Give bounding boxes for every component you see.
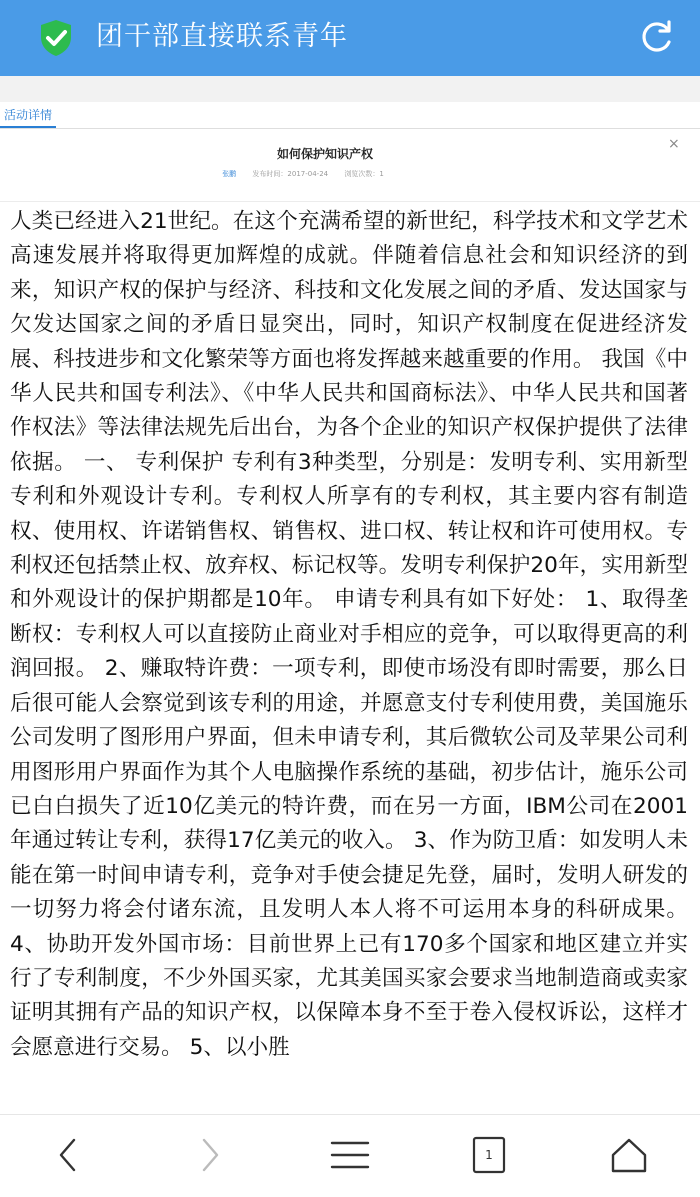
menu-button[interactable] [328,1133,372,1177]
home-button[interactable] [607,1133,651,1177]
tab-count: 1 [485,1148,493,1162]
article-body: 人类已经进入21世纪。在这个充满希望的新世纪，科学技术和文学艺术高速发展并将取得更加辉煌的成就。伴随着信息社会和知识经济的到来，知识产权的保护与经济、科技和文化发展之间的矛盾、发达国家与欠发达国家之间的矛盾日显突出，同时，知识产权制度在促进经济发展、科技进步和文化繁荣等方面也将发挥越来越重要的作用。 我国《中华人民共和国专利法》、《中华人民共和国商标法》、中华人民共和国著作权法》等法律法规先后出台，为各个企业的知识产权保护提供了法律依据。 一、 专利保护 专利有3种类型，分别是：发明专利、实用新型专利和外观设计专利。专利权人所享有的专利权，其主要内容有制造权、使用权、许诺销售权、销售权、进口权、转让权和许可使用权。专利权还包括禁止权、放弃权、标记权等。发明专利保护20年，实用新型和外观设计的保护期都是10年。 申请专利具有如下好处： 1、取得垄断权：专利权人可以直接防止商业对手相应的竞争，可以取得更高的利润回报。 2、赚取特许费：一项专利，即使市场没有即时需要，那么日后很可能人会察觉到该专利的用途，并愿意支付专利使用费，美国施乐公司发明了图形用户界面，但未申请专利，其后微软公司及苹果公司利用图形用户界面作为其个人电脑操作系统的基础，初步估计，施乐公司已白白损失了近10亿美元的特许费，而在另一方面，IBM公司在2001年通过转让专利，获得17亿美元的收入。 3、作为防卫盾：如发明人未能在第一时间申请专利，竞争对手使会捷足先登，届时，发明人研发的一切努力将会付诸东流，且发明人本人将不可运用本身的科研成果。 4、协助开发外国市场：目前世界上已有170多个国家和地区建立并实行了专利制度，不少外国买家，尤其美国买家会要求当地制造商或卖家证明其拥有产品的知识产权，以保障本身不至于卷入侵权诉讼，这样才会愿意进行交易。 5、以小胜 [10,209,688,1060]
app-title: 团干部直接联系青年 [96,21,348,52]
tabs-button[interactable] [467,1133,511,1177]
bottom-nav [0,1114,700,1197]
shield-check-icon [38,18,74,58]
forward-button[interactable] [188,1133,232,1177]
article-publish-time: 发布时间：2017-04-24 [252,170,329,178]
article-source[interactable]: 张鹏 [222,170,237,178]
article-body-container[interactable] [0,205,700,1113]
chevron-right-icon [198,1137,222,1173]
article-title: 如何保护知识产权 [276,147,373,161]
tab-activity-details[interactable]: 活动详情 [0,102,56,128]
close-icon[interactable]: × [668,136,680,152]
article-meta [0,169,620,179]
menu-icon [330,1139,370,1171]
home-icon [609,1135,649,1175]
back-button[interactable] [46,1133,90,1177]
tab-bar [0,102,700,129]
chevron-left-icon [56,1137,80,1173]
app-header [0,0,700,76]
refresh-icon[interactable] [638,18,676,56]
article-header [0,129,700,202]
header-spacer [0,76,700,102]
article-read-count: 浏览次数：1 [344,170,384,178]
